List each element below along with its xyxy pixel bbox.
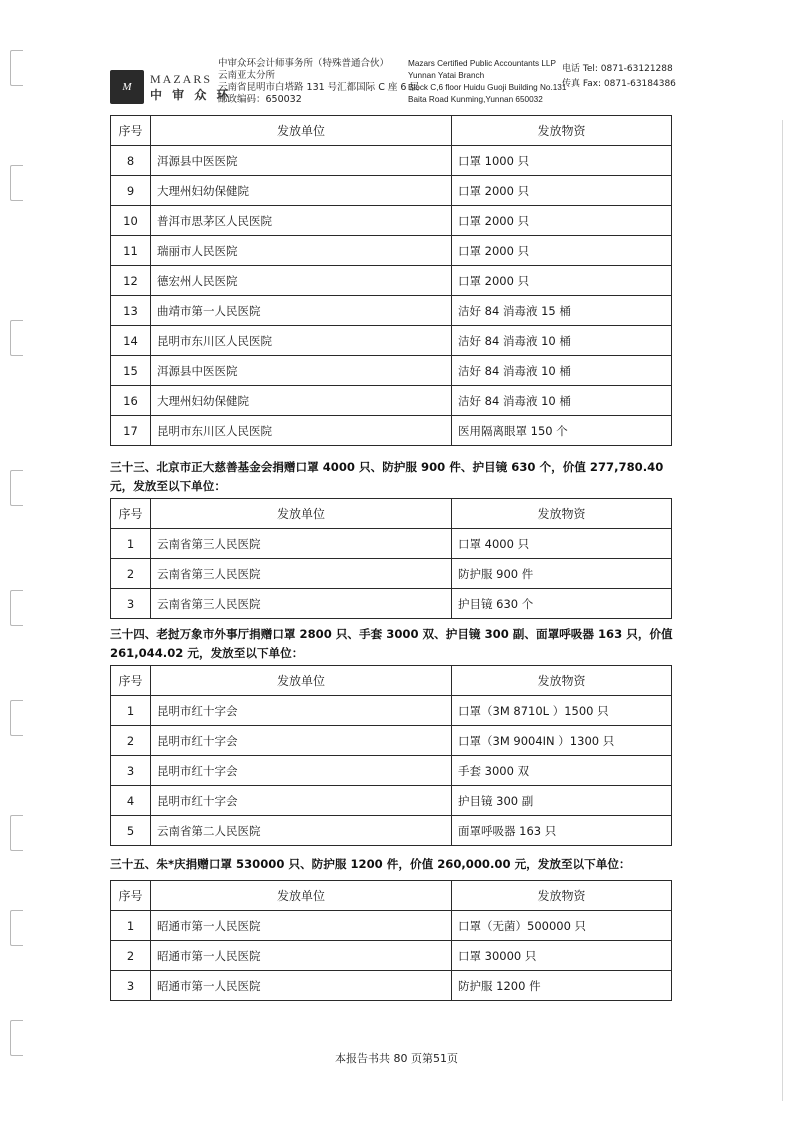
table-row bbox=[111, 696, 672, 726]
header-seq: 序号 bbox=[111, 116, 151, 146]
table-row bbox=[111, 726, 672, 756]
row-goods: 口罩（3M 9004IN ）1300 只 bbox=[452, 726, 672, 756]
binder-mark bbox=[10, 815, 23, 851]
row-seq: 12 bbox=[111, 266, 151, 296]
distribution-table-3 bbox=[110, 665, 672, 846]
table-row bbox=[111, 529, 672, 559]
table-row bbox=[111, 326, 672, 356]
header-unit: 发放单位 bbox=[151, 881, 452, 911]
row-seq: 1 bbox=[111, 696, 151, 726]
row-seq: 16 bbox=[111, 386, 151, 416]
row-unit: 云南省第三人民医院 bbox=[151, 589, 452, 619]
header-unit: 发放单位 bbox=[151, 499, 452, 529]
row-goods: 洁好 84 消毒液 15 桶 bbox=[452, 296, 672, 326]
table-row bbox=[111, 236, 672, 266]
letterhead-english-address: Mazars Certified Public Accountants LLP Yunnan Yatai Branch Block C,6 floor Huidu Guoji Building No.131 Baita Road Kunming,Yunnan 650032 bbox=[408, 59, 567, 104]
row-goods: 护目镜 300 副 bbox=[452, 786, 672, 816]
row-unit: 云南省第三人民医院 bbox=[151, 529, 452, 559]
row-seq: 3 bbox=[111, 756, 151, 786]
mazars-logo-icon: M bbox=[110, 70, 144, 104]
row-unit: 普洱市思茅区人民医院 bbox=[151, 206, 452, 236]
table-row bbox=[111, 266, 672, 296]
row-unit: 昆明市红十字会 bbox=[151, 756, 452, 786]
row-seq: 14 bbox=[111, 326, 151, 356]
row-unit: 大理州妇幼保健院 bbox=[151, 176, 452, 206]
row-unit: 曲靖市第一人民医院 bbox=[151, 296, 452, 326]
table-row bbox=[111, 176, 672, 206]
row-goods: 洁好 84 消毒液 10 桶 bbox=[452, 356, 672, 386]
row-seq: 2 bbox=[111, 726, 151, 756]
row-seq: 11 bbox=[111, 236, 151, 266]
header-goods: 发放物资 bbox=[452, 881, 672, 911]
row-goods: 口罩 30000 只 bbox=[452, 941, 672, 971]
row-seq: 10 bbox=[111, 206, 151, 236]
table-row bbox=[111, 356, 672, 386]
row-goods: 口罩 2000 只 bbox=[452, 206, 672, 236]
header-unit: 发放单位 bbox=[151, 116, 452, 146]
table-row bbox=[111, 416, 672, 446]
row-unit: 昆明市红十字会 bbox=[151, 786, 452, 816]
logo-chinese-name: 中 审 众 环 bbox=[150, 88, 232, 102]
row-unit: 云南省第三人民医院 bbox=[151, 559, 452, 589]
row-seq: 3 bbox=[111, 589, 151, 619]
header-unit: 发放单位 bbox=[151, 666, 452, 696]
header-goods: 发放物资 bbox=[452, 666, 672, 696]
row-unit: 昆明市东川区人民医院 bbox=[151, 416, 452, 446]
table-row bbox=[111, 386, 672, 416]
row-goods: 口罩 1000 只 bbox=[452, 146, 672, 176]
distribution-table-4 bbox=[110, 880, 672, 1001]
distribution-table-1 bbox=[110, 115, 672, 446]
header-seq: 序号 bbox=[111, 666, 151, 696]
section-35-text: 三十五、朱*庆捐赠口罩 530000 只、防护服 1200 件，价值 260,000.00 元，发放至以下单位： bbox=[110, 857, 631, 871]
header-seq: 序号 bbox=[111, 499, 151, 529]
binder-mark bbox=[10, 50, 23, 86]
row-unit: 昆明市红十字会 bbox=[151, 696, 452, 726]
row-goods: 口罩 2000 只 bbox=[452, 176, 672, 206]
table-header-row bbox=[111, 881, 672, 911]
row-goods: 手套 3000 双 bbox=[452, 756, 672, 786]
row-goods: 防护服 1200 件 bbox=[452, 971, 672, 1001]
row-unit: 洱源县中医医院 bbox=[151, 146, 452, 176]
page-edge-line bbox=[782, 120, 783, 1101]
row-goods: 面罩呼吸器 163 只 bbox=[452, 816, 672, 846]
binder-mark bbox=[10, 590, 23, 626]
logo-english-name: MAZARS bbox=[150, 72, 213, 86]
fax: 传真 Fax: 0871-63184386 bbox=[562, 79, 676, 89]
table-header-row bbox=[111, 116, 672, 146]
distribution-table-2 bbox=[110, 498, 672, 619]
table-row bbox=[111, 941, 672, 971]
row-goods: 口罩 2000 只 bbox=[452, 266, 672, 296]
table-row bbox=[111, 296, 672, 326]
row-seq: 5 bbox=[111, 816, 151, 846]
row-goods: 防护服 900 件 bbox=[452, 559, 672, 589]
header-seq: 序号 bbox=[111, 881, 151, 911]
row-unit: 云南省第二人民医院 bbox=[151, 816, 452, 846]
row-goods: 洁好 84 消毒液 10 桶 bbox=[452, 386, 672, 416]
row-goods: 口罩（3M 8710L ）1500 只 bbox=[452, 696, 672, 726]
section-33-text: 三十三、北京市正大慈善基金会捐赠口罩 4000 只、防护服 900 件、护目镜 630 个，价值 277,780.40 元，发放至以下单位： bbox=[110, 460, 664, 493]
row-unit: 昆明市红十字会 bbox=[151, 726, 452, 756]
row-seq: 13 bbox=[111, 296, 151, 326]
row-seq: 9 bbox=[111, 176, 151, 206]
table-row bbox=[111, 816, 672, 846]
binder-mark bbox=[10, 700, 23, 736]
table-row bbox=[111, 559, 672, 589]
binder-mark bbox=[10, 165, 23, 201]
row-seq: 8 bbox=[111, 146, 151, 176]
row-goods: 洁好 84 消毒液 10 桶 bbox=[452, 326, 672, 356]
row-unit: 大理州妇幼保健院 bbox=[151, 386, 452, 416]
row-seq: 3 bbox=[111, 971, 151, 1001]
row-seq: 2 bbox=[111, 941, 151, 971]
table-row bbox=[111, 971, 672, 1001]
row-goods: 口罩 2000 只 bbox=[452, 236, 672, 266]
letterhead-contact bbox=[562, 62, 676, 92]
row-unit: 德宏州人民医院 bbox=[151, 266, 452, 296]
table-header-row bbox=[111, 499, 672, 529]
letterhead-chinese-address: 中审众环会计师事务所（特殊普通合伙） 云南亚太分所 云南省昆明市白塔路 131 号汇都国际 C 座 6 层 邮政编码：650032 bbox=[218, 58, 419, 105]
row-seq: 17 bbox=[111, 416, 151, 446]
row-seq: 1 bbox=[111, 529, 151, 559]
table-header-row bbox=[111, 666, 672, 696]
table-row bbox=[111, 589, 672, 619]
table-row bbox=[111, 206, 672, 236]
row-seq: 2 bbox=[111, 559, 151, 589]
header-goods: 发放物资 bbox=[452, 499, 672, 529]
row-goods: 护目镜 630 个 bbox=[452, 589, 672, 619]
binder-mark bbox=[10, 910, 23, 946]
table-row bbox=[111, 146, 672, 176]
row-unit: 洱源县中医医院 bbox=[151, 356, 452, 386]
letterhead bbox=[110, 58, 680, 118]
row-unit: 瑞丽市人民医院 bbox=[151, 236, 452, 266]
table-row bbox=[111, 786, 672, 816]
row-unit: 昭通市第一人民医院 bbox=[151, 941, 452, 971]
row-seq: 4 bbox=[111, 786, 151, 816]
row-goods: 医用隔离眼罩 150 个 bbox=[452, 416, 672, 446]
table-row bbox=[111, 756, 672, 786]
page-footer: 本报告书共 80 页第51页 bbox=[335, 1052, 458, 1065]
section-34-text: 三十四、老挝万象市外事厅捐赠口罩 2800 只、手套 3000 双、护目镜 300 副、面罩呼吸器 163 只，价值 261,044.02 元，发放至以下单位： bbox=[110, 627, 673, 660]
telephone: 电话 Tel: 0871-63121288 bbox=[562, 64, 673, 74]
binder-mark bbox=[10, 320, 23, 356]
binder-mark bbox=[10, 470, 23, 506]
row-unit: 昭通市第一人民医院 bbox=[151, 911, 452, 941]
row-seq: 1 bbox=[111, 911, 151, 941]
row-unit: 昭通市第一人民医院 bbox=[151, 971, 452, 1001]
header-goods: 发放物资 bbox=[452, 116, 672, 146]
table-row bbox=[111, 911, 672, 941]
row-goods: 口罩（无菌）500000 只 bbox=[452, 911, 672, 941]
row-seq: 15 bbox=[111, 356, 151, 386]
row-unit: 昆明市东川区人民医院 bbox=[151, 326, 452, 356]
row-goods: 口罩 4000 只 bbox=[452, 529, 672, 559]
